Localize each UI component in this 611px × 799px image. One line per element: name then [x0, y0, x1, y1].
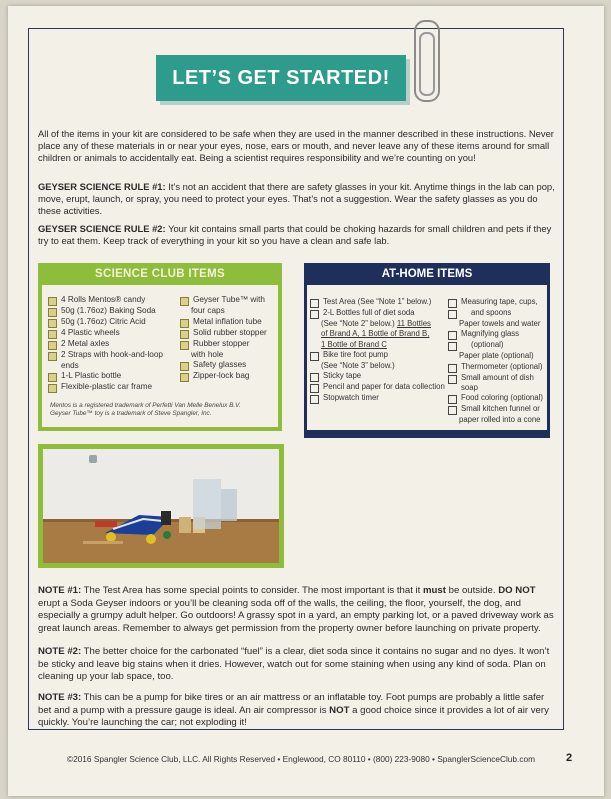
checkbox-icon[interactable]: [180, 319, 189, 328]
rule-2-label: GEYSER SCIENCE RULE #2:: [38, 223, 166, 234]
list-item: Safety glasses: [180, 360, 278, 371]
rule-2-text: Your kit contains small parts that could be choking hazards for small children and pets if they try to eat them. Keep track of everything in your kit so you have a clean and safe lab.: [38, 223, 552, 247]
at-home-heading: AT-HOME ITEMS: [304, 263, 550, 285]
list-item-sub: (See “Note 3” below.): [321, 360, 395, 370]
list-item: 50g (1.76oz) Baking Soda: [48, 306, 176, 317]
plastic-bottle: [193, 479, 221, 529]
checkbox-icon[interactable]: [448, 331, 457, 340]
kit-items-illustration: [43, 449, 279, 563]
checkbox-icon[interactable]: [448, 395, 457, 404]
checkbox-icon[interactable]: [180, 362, 189, 371]
checkbox-icon[interactable]: [448, 342, 457, 351]
at-home-list-1: [310, 297, 450, 404]
checkbox-icon[interactable]: [48, 373, 57, 382]
checkbox-icon[interactable]: [180, 330, 189, 339]
checkbox-icon[interactable]: [48, 308, 57, 317]
list-item: Solid rubber stopper: [180, 328, 278, 339]
list-item: Metal inflation tube: [180, 317, 278, 328]
checkbox-icon[interactable]: [310, 384, 319, 393]
paperclip-inner-icon: [419, 32, 435, 96]
baking-soda-packet: [179, 517, 191, 533]
checkbox-icon[interactable]: [448, 299, 457, 308]
intro-paragraph: All of the items in your kit are considered to be safe when they are used in the manner described in these instructions. Never place any of these materials in or near your eyes, nose, ears or mouth, and never leave any of these items around for small children or animals to accidentally eat. Being a scientist requires responsibility and we’re counting on you!: [38, 128, 554, 164]
list-item-sub: of Brand A, 1 Bottle of Brand B,: [321, 329, 430, 339]
science-club-list-2: [180, 295, 278, 382]
page-number: 2: [566, 752, 573, 764]
trademark-notice: Mentos is a registered trademark of Perfetti Van Melle Benelux B.V. Geyser Tube™ toy is a trademark of Steve Spangler, Inc.: [50, 402, 241, 418]
checkbox-icon[interactable]: [48, 297, 57, 306]
science-club-list-1: [48, 295, 176, 393]
list-item: Geyser Tube™ with: [180, 295, 278, 306]
checkbox-icon[interactable]: [310, 395, 319, 404]
list-item-sub: 1 Bottle of Brand C: [321, 339, 387, 349]
kit-items-photo: [38, 444, 284, 568]
wheel-icon: [163, 531, 171, 539]
rubber-stopper: [161, 511, 171, 525]
checkbox-icon[interactable]: [310, 310, 319, 319]
list-item: 1-L Plastic bottle: [48, 371, 176, 382]
list-item: Measuring tape, cups,: [448, 297, 548, 308]
checkbox-icon[interactable]: [448, 406, 457, 415]
list-item: Paper towels and water: [459, 319, 541, 328]
checkbox-icon[interactable]: [180, 297, 189, 306]
checkbox-icon[interactable]: [448, 310, 457, 319]
list-item: (optional): [448, 340, 548, 351]
photo-backdrop: [43, 449, 279, 519]
list-item: Small kitchen funnel or: [448, 404, 548, 415]
list-item: 4 Plastic wheels: [48, 328, 176, 339]
list-item: Sticky tape: [310, 371, 450, 382]
checkbox-icon[interactable]: [448, 375, 457, 384]
note-2-paragraph: NOTE #2: The better choice for the carbonated “fuel” is a clear, diet soda since it contains no sugar and no dyes. It won’t be sticky and leave big stains when it dries. However, watch out for some staining when using any kind of soda. Plan on cleaning up your lab space, too.: [38, 646, 550, 683]
list-item-sub: (See “Note 2” below.) 11 Bottles: [321, 319, 431, 328]
list-item: Rubber stopper: [180, 339, 278, 350]
list-item: Thermometer (optional): [448, 362, 548, 373]
list-item: 2-L Bottles full of diet soda: [310, 308, 450, 319]
cap-item: [89, 455, 97, 463]
list-item: 2 Metal axles: [48, 339, 176, 350]
page-title-banner: LET’S GET STARTED!: [156, 55, 406, 101]
list-item: Test Area (See “Note 1” below.): [310, 297, 450, 308]
rule-1-paragraph: [38, 181, 558, 218]
list-item-sub: four caps: [191, 306, 225, 315]
list-item: Zipper-lock bag: [180, 371, 278, 382]
checkbox-icon[interactable]: [448, 364, 457, 373]
note-1-paragraph: NOTE #1: The Test Area has some special points to consider. The most important is that it must be outside. DO NOT erupt a Soda Geyser indoors or you’ll be cleaning soda off of the walls, the ceiling, the floor, yourself, the dog, and especially a grumpy adult helper. Go outdoors! A grassy spot in a yard, an empty parking lot, or a paved driveway work as great launch areas. Remember to always get permission from the property owner before launching on private property.: [38, 585, 554, 634]
checkbox-icon[interactable]: [310, 373, 319, 382]
checkbox-icon[interactable]: [310, 352, 319, 361]
wheel-icon: [146, 534, 156, 544]
checkbox-icon[interactable]: [48, 341, 57, 350]
checkbox-icon[interactable]: [310, 299, 319, 308]
checkbox-icon[interactable]: [48, 352, 57, 361]
list-item: Paper plate (optional): [459, 351, 534, 361]
list-item: Magnifying glass: [448, 329, 548, 340]
list-item: Food coloring (optional): [448, 393, 548, 404]
list-item: Pencil and paper for data collection: [310, 382, 450, 393]
checkbox-icon[interactable]: [180, 373, 189, 382]
list-item: and spoons: [448, 308, 548, 319]
list-item: 4 Rolls Mentos® candy: [48, 295, 176, 306]
checkbox-icon[interactable]: [180, 341, 189, 350]
wheel-icon: [106, 532, 116, 542]
rule-1-label: GEYSER SCIENCE RULE #1:: [38, 181, 166, 192]
list-item: Small amount of dish soap: [448, 373, 548, 394]
metal-axle: [83, 541, 123, 544]
checkbox-icon[interactable]: [48, 384, 57, 393]
list-item: Bike tire foot pump: [310, 350, 450, 361]
list-item-sub: paper rolled into a cone: [459, 415, 541, 425]
at-home-box-footer: [304, 430, 550, 438]
note-3-paragraph: NOTE #3: This can be a pump for bike tires or an air mattress or an inflatable toy. Foot pumps are probably a little safer bet and a pump with a pressure gauge is ideal. An air compressor is NOT a good choice since it provides a lot of air very quickly. You’re launching the car; not exploding it!: [38, 692, 549, 729]
list-item: Flexible-plastic car frame: [48, 382, 176, 393]
rule-2-paragraph: [38, 223, 558, 247]
science-club-heading: SCIENCE CLUB ITEMS: [38, 263, 282, 285]
list-item-sub: with hole: [191, 349, 224, 359]
list-item: Stopwatch timer: [310, 393, 450, 404]
checkbox-icon[interactable]: [48, 330, 57, 339]
zipper-lock-bag: [221, 489, 237, 521]
mentos-roll: [95, 521, 117, 527]
at-home-list-2: [448, 297, 548, 425]
page-footer: ©2016 Spangler Science Club, LLC. All Rights Reserved • Englewood, CO 80110 • (800) 223-9080 • SpanglerScienceClub.com: [66, 754, 536, 764]
rule-1-text: It’s not an accident that there are safety glasses in your kit. Anytime things in the lab can pop, move, erupt, launch, or spray, you need to protect your eyes. That’s not a suggestion. Wear the safety glasses as you do these activities.: [38, 181, 555, 217]
checkbox-icon[interactable]: [48, 319, 57, 328]
list-item: 2 Straps with hook-and-loop ends: [48, 350, 176, 371]
list-item: 50g (1.76oz) Citric Acid: [48, 317, 176, 328]
